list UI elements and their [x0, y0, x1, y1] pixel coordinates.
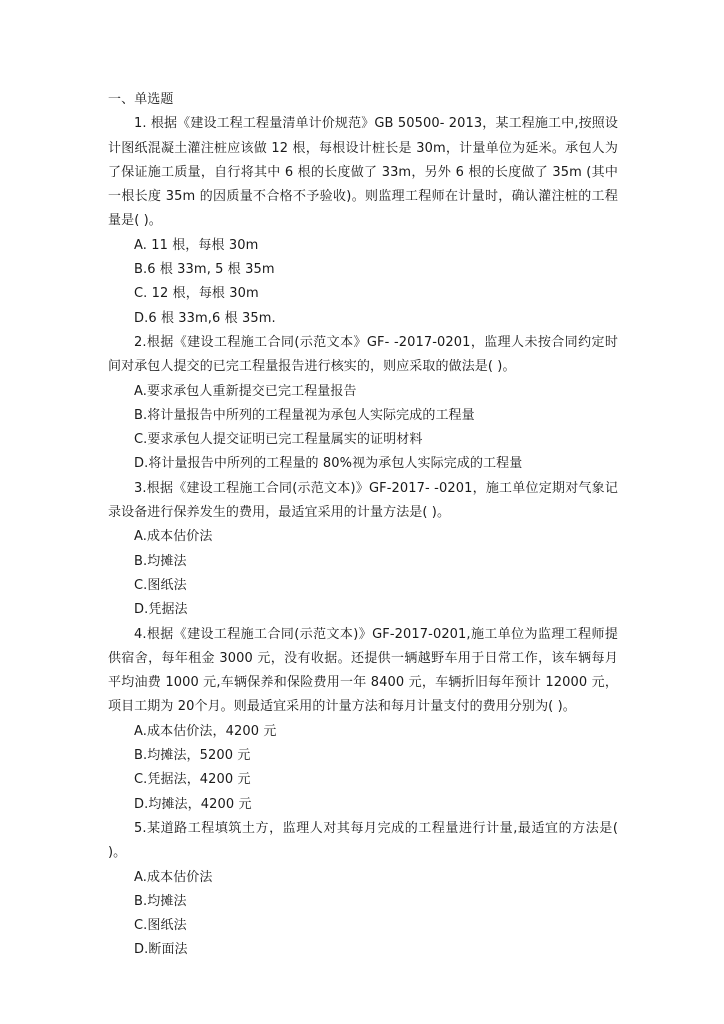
- option-d: D.6 根 33m,6 根 35m.: [134, 310, 276, 326]
- option-b: B.均摊法: [134, 553, 187, 569]
- option-c: C.图纸法: [134, 918, 187, 934]
- option-d: D.均摊法，4200 元: [134, 796, 252, 812]
- option-a: A.成本估价法: [134, 869, 213, 885]
- option-a: A.成本估价法，4200 元: [134, 723, 277, 739]
- option-d: D.断面法: [134, 942, 188, 958]
- option-c: C.要求承包人提交证明已完工程量属实的证明材料: [134, 432, 423, 448]
- question-stem: 2.根据《建设工程施工合同(示范文本》GF- -2017-0201，监理人未按合同约定时间对承包人提交的已完工程量报告进行核实的，则应采取的做法是( )。: [108, 334, 618, 375]
- question-stem: 4.根据《建设工程施工合同(示范文本)》GF-2017-0201,施工单位为监理工程师提供宿舍，每年租金 3000 元，没有收据。还提供一辆越野车用于日常工作，该车辆每月平均油费 1000 元,车辆保养和保险费用一年 8400 元，车辆折旧每年预计 12000 元，项目工期为 20个月。则最适宜采用的计量方法和每月计量支付的费用分别为( )。: [108, 626, 618, 715]
- option-c: C. 12 根，每根 30m: [134, 286, 259, 302]
- option-d: D.凭据法: [134, 602, 188, 618]
- option-a: A. 11 根，每根 30m: [134, 237, 259, 253]
- option-c: C.凭据法，4200 元: [134, 772, 251, 788]
- option-b: B.将计量报告中所列的工程量视为承包人实际完成的工程量: [134, 407, 475, 423]
- option-b: B.均摊法: [134, 893, 187, 909]
- question-1: [108, 112, 618, 331]
- section-title: 一、单选题: [108, 92, 174, 107]
- question-5: [108, 817, 618, 963]
- question-4: [108, 623, 618, 817]
- option-list: [108, 720, 618, 817]
- question-stem: 5.某道路工程填筑土方，监理人对其每月完成的工程量进行计量,最适宜的方法是( )。: [108, 820, 618, 861]
- option-list: [108, 380, 618, 477]
- option-a: A.要求承包人重新提交已完工程量报告: [134, 383, 357, 399]
- option-b: B.均摊法，5200 元: [134, 748, 251, 764]
- option-a: A.成本估价法: [134, 529, 213, 545]
- question-stem: 3.根据《建设工程施工合同(示范文本)》GF-2017- -0201，施工单位定期对气象记录设备进行保养发生的费用，最适宜采用的计量方法是( )。: [108, 480, 618, 521]
- option-d: D.将计量报告中所列的工程量的 80%视为承包人实际完成的工程量: [134, 456, 523, 472]
- question-stem: 1. 根据《建设工程工程量清单计价规范》GB 50500- 2013，某工程施工中,按照设计图纸混凝土灌注桩应该做 12 根，每根设计桩长是 30m，计量单位为延米。承包人为了保证施工质量，自行将其中 6 根的长度做了 33m，另外 6 根的长度做了 35m (其中一根长度 35m 的因质量不合格不予验收)。则监理工程师在计量时，确认灌注桩的工程量是( )。: [108, 116, 618, 229]
- option-c: C.图纸法: [134, 577, 187, 593]
- question-3: [108, 477, 618, 623]
- document-content: [108, 88, 618, 963]
- question-2: [108, 331, 618, 477]
- option-list: [108, 525, 618, 622]
- option-list: [108, 234, 618, 331]
- option-list: [108, 866, 618, 963]
- option-b: B.6 根 33m, 5 根 35m: [134, 262, 275, 278]
